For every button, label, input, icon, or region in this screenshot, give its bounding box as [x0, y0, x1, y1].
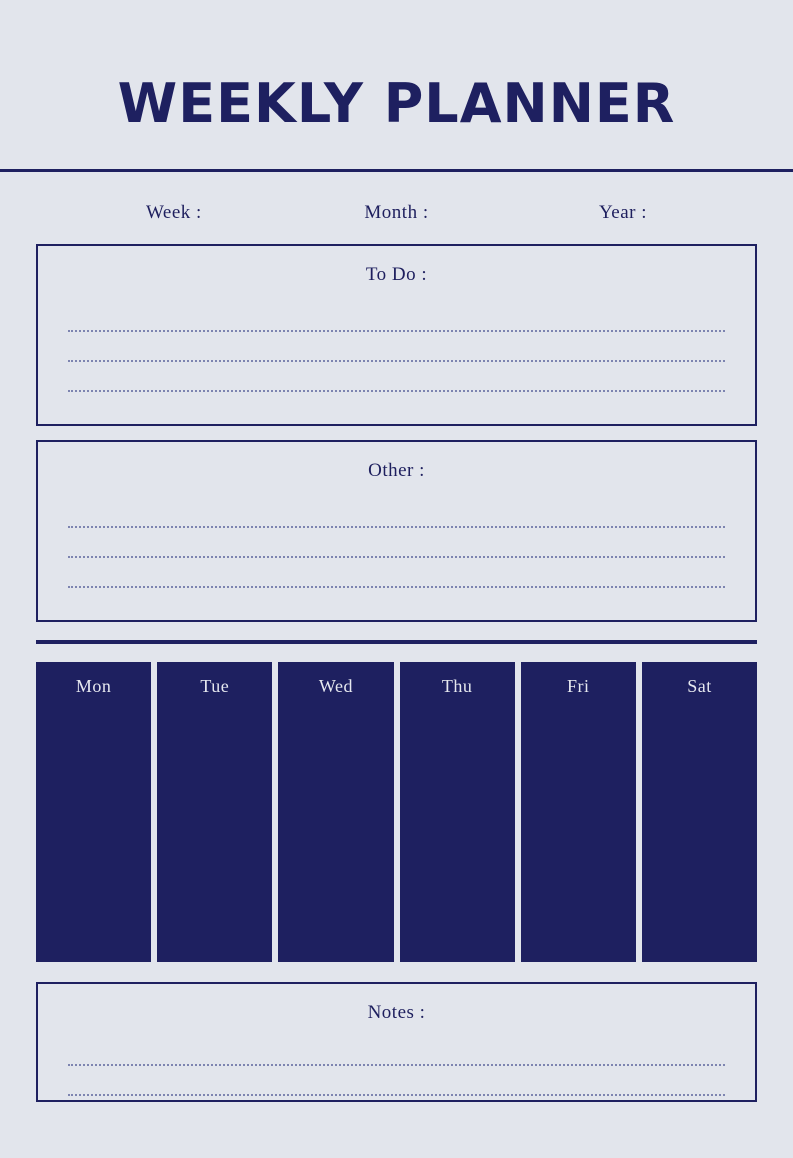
notes-line[interactable] — [68, 1036, 725, 1066]
todo-line[interactable] — [68, 302, 725, 332]
todo-lines — [38, 286, 755, 408]
day-column-mon[interactable] — [36, 662, 151, 962]
notes-title: Notes : — [367, 1002, 426, 1024]
section-divider — [36, 640, 757, 644]
day-label: Wed — [318, 676, 353, 697]
week-field-label[interactable]: Week : — [146, 202, 202, 224]
notes-box — [36, 982, 757, 1102]
other-line[interactable] — [68, 558, 725, 588]
meta-row — [0, 202, 793, 224]
notes-lines — [38, 1024, 755, 1096]
other-box — [36, 440, 757, 622]
notes-line[interactable] — [68, 1066, 725, 1096]
todo-line[interactable] — [68, 362, 725, 392]
other-line[interactable] — [68, 498, 725, 528]
other-lines — [38, 482, 755, 604]
todo-line[interactable] — [68, 332, 725, 362]
other-title: Other : — [368, 460, 425, 482]
other-line[interactable] — [68, 528, 725, 558]
day-column-tue[interactable] — [157, 662, 272, 962]
day-label: Fri — [567, 676, 590, 697]
day-label: Tue — [200, 676, 230, 697]
day-label: Thu — [441, 676, 473, 697]
day-column-fri[interactable] — [521, 662, 636, 962]
page-title: WEEKLY PLANNER — [117, 72, 676, 136]
day-label: Mon — [75, 676, 112, 697]
title-divider — [0, 169, 793, 172]
year-field-label[interactable]: Year : — [598, 202, 647, 224]
day-column-wed[interactable] — [278, 662, 393, 962]
day-column-thu[interactable] — [400, 662, 515, 962]
day-label: Sat — [687, 676, 712, 697]
todo-box — [36, 244, 757, 426]
days-grid — [36, 662, 757, 962]
weekly-planner-page — [0, 36, 793, 1158]
month-field-label[interactable]: Month : — [364, 202, 429, 224]
bottom-spacer — [0, 1102, 793, 1138]
day-column-sat[interactable] — [642, 662, 757, 962]
todo-title: To Do : — [365, 264, 428, 286]
